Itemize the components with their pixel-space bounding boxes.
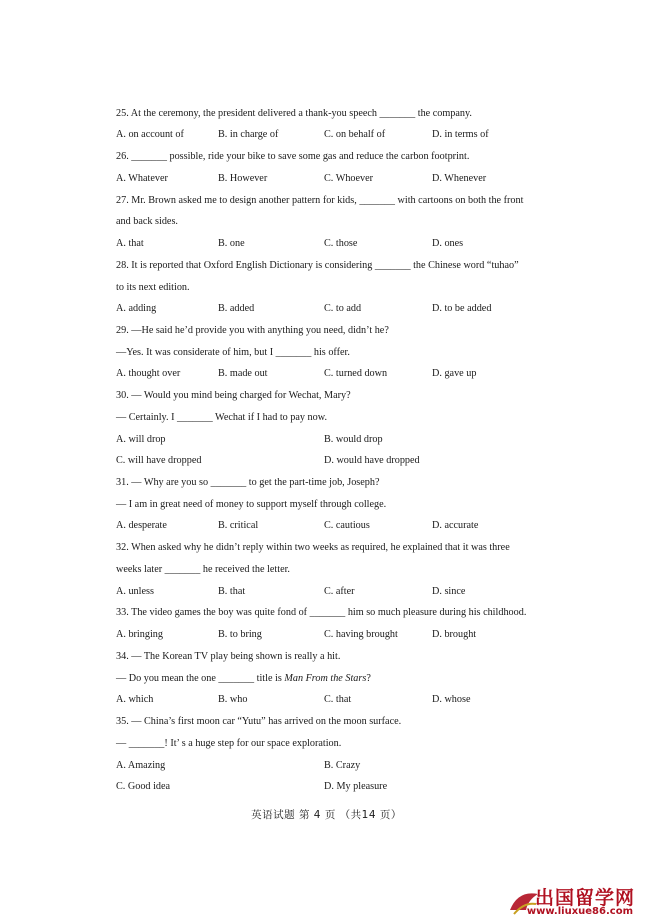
question-27-continuation: and back sides.: [116, 216, 178, 227]
q29-option-b: B. made out: [218, 368, 268, 379]
q30-option-d: D. would have dropped: [324, 455, 420, 466]
q26-option-a: A. Whatever: [116, 173, 168, 184]
q35-option-b: B. Crazy: [324, 760, 361, 771]
question-33-stem: 33. The video games the boy was quite fond of _______ him so much pleasure during his childhood.: [116, 607, 527, 618]
q34-option-a: A. which: [116, 694, 154, 705]
question-31-continuation: — I am in great need of money to support myself through college.: [116, 499, 387, 510]
q31-option-a: A. desperate: [116, 520, 167, 531]
q33-option-c: C. having brought: [324, 629, 398, 640]
q26-option-d: D. Whenever: [432, 173, 487, 184]
q34-title-italic: Man From the Stars: [284, 673, 367, 684]
q28-option-d: D. to be added: [432, 303, 492, 314]
question-26-stem: 26. _______ possible, ride your bike to save some gas and reduce the carbon footprint.: [116, 151, 470, 162]
q30-option-c: C. will have dropped: [116, 455, 202, 466]
question-35-continuation: — _______! It’ s a huge step for our space exploration.: [116, 738, 342, 749]
q35-option-a: A. Amazing: [116, 760, 166, 771]
question-30-stem: 30. — Would you mind being charged for Wechat, Mary?: [116, 390, 351, 401]
q28-option-b: B. added: [218, 303, 255, 314]
question-34-continuation: [116, 672, 371, 686]
q32-option-a: A. unless: [116, 586, 154, 597]
q31-option-d: D. accurate: [432, 520, 479, 531]
question-29-continuation: —Yes. It was considerate of him, but I _______ his offer.: [116, 347, 350, 358]
watermark-brand: 出国留学网: [534, 887, 635, 909]
q34-option-b: B. who: [218, 694, 248, 705]
q26-option-c: C. Whoever: [324, 173, 374, 184]
question-27-stem: 27. Mr. Brown asked me to design another pattern for kids, _______ with cartoons on both the front: [116, 195, 524, 206]
question-25-stem: 25. At the ceremony, the president delivered a thank-you speech _______ the company.: [116, 108, 472, 119]
question-34-stem: 34. — The Korean TV play being shown is really a hit.: [116, 651, 341, 662]
q25-option-d: D. in terms of: [432, 129, 489, 140]
q30-option-b: B. would drop: [324, 434, 383, 445]
q33-option-d: D. brought: [432, 629, 477, 640]
question-35-stem: 35. — China’s first moon car “Yutu” has arrived on the moon surface.: [116, 716, 402, 727]
question-30-continuation: — Certainly. I _______ Wechat if I had to pay now.: [116, 412, 327, 423]
q29-option-c: C. turned down: [324, 368, 388, 379]
q25-option-c: C. on behalf of: [324, 129, 386, 140]
q34-cont-text: — Do you mean the one _______ title is: [116, 673, 285, 684]
q29-option-d: D. gave up: [432, 368, 477, 379]
q33-option-b: B. to bring: [218, 629, 262, 640]
q30-option-a: A. will drop: [116, 434, 166, 445]
q34-option-d: D. whose: [432, 694, 471, 705]
q34-cont-end: ?: [366, 673, 371, 684]
q32-option-d: D. since: [432, 586, 466, 597]
page-footer: 英语试题 第 4 页 （共14 页）: [251, 809, 402, 821]
q33-option-a: A. bringing: [116, 629, 163, 640]
question-29-stem: 29. —He said he’d provide you with anything you need, didn’t he?: [116, 325, 389, 336]
q34-option-c: C. that: [324, 694, 352, 705]
q28-option-c: C. to add: [324, 303, 362, 314]
q29-option-a: A. thought over: [116, 368, 181, 379]
q25-option-b: B. in charge of: [218, 129, 279, 140]
q28-option-a: A. adding: [116, 303, 157, 314]
q27-option-b: B. one: [218, 238, 245, 249]
q32-option-c: C. after: [324, 586, 355, 597]
q35-option-c: C. Good idea: [116, 781, 171, 792]
q27-option-a: A. that: [116, 238, 144, 249]
q32-option-b: B. that: [218, 586, 246, 597]
question-28-stem: 28. It is reported that Oxford English Dictionary is considering _______ the Chinese word “tuhao”: [116, 260, 519, 271]
q26-option-b: B. However: [218, 173, 268, 184]
question-32-continuation: weeks later _______ he received the letter.: [116, 564, 290, 575]
question-28-continuation: to its next edition.: [116, 282, 190, 293]
question-31-stem: 31. — Why are you so _______ to get the part-time job, Joseph?: [116, 477, 380, 488]
q27-option-c: C. those: [324, 238, 358, 249]
q27-option-d: D. ones: [432, 238, 464, 249]
q25-option-a: A. on account of: [116, 129, 184, 140]
q35-option-d: D. My pleasure: [324, 781, 388, 792]
q31-option-c: C. cautious: [324, 520, 370, 531]
question-32-stem: 32. When asked why he didn’t reply within two weeks as required, he explained that it was three: [116, 542, 510, 553]
q31-option-b: B. critical: [218, 520, 259, 531]
watermark-url[interactable]: www.liuxue86.com: [526, 906, 633, 917]
